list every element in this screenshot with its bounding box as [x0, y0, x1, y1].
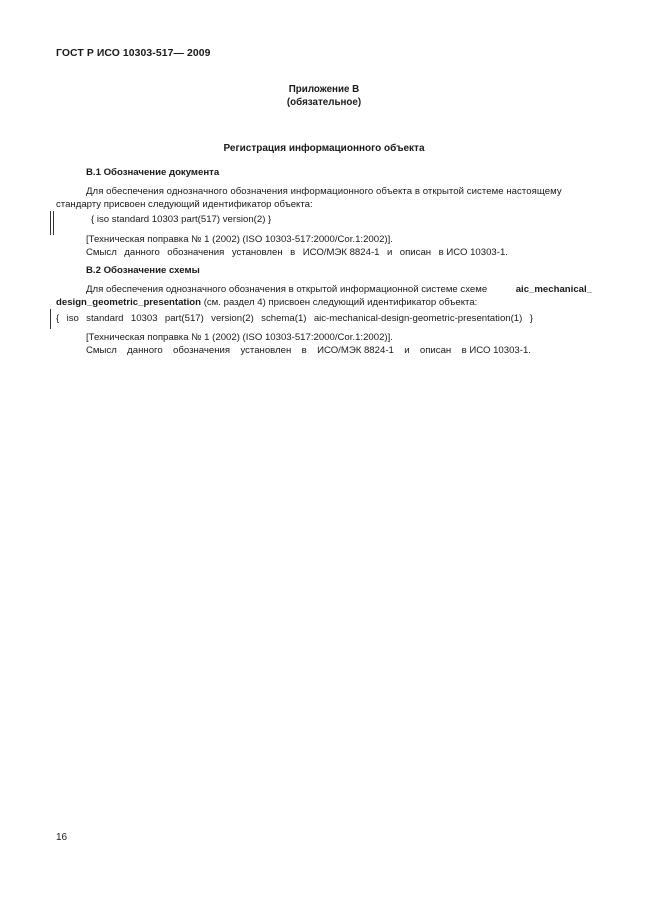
change-bar	[50, 211, 51, 235]
b2-identifier-token: schema(1)	[261, 313, 307, 324]
b2-identifier-token: 10303	[130, 313, 158, 324]
b2-paragraph-line1-text: Для обеспечения однозначного обозначения в открытой информационной системе схеме	[86, 284, 488, 295]
b1-meaning-word: ИСО/МЭК 8824-1	[302, 247, 380, 258]
b1-meaning-word: описан	[399, 247, 432, 258]
b2-meaning-word: обозначения	[173, 345, 231, 356]
b2-identifier-token: aic-mechanical-design-geometric-presentation(1)	[313, 313, 523, 324]
b2-paragraph-line2	[56, 297, 477, 308]
document-header: ГОСТ Р ИСО 10303-517— 2009	[56, 48, 211, 59]
b2-amendment: [Техническая поправка № 1 (2002) (ISO 10303-517:2000/Cor.1:2002)].	[86, 332, 393, 343]
b2-meaning-word: установлен	[240, 345, 292, 356]
b1-paragraph-line1	[86, 186, 592, 197]
b2-paragraph-line1	[86, 284, 592, 295]
b2-schema-name-part1: aic_mechanical_	[515, 284, 592, 295]
b1-meaning-word: в ИСО 10303-1.	[438, 247, 508, 258]
b1-meaning-word: данного	[124, 247, 160, 258]
change-bar	[50, 309, 51, 329]
b1-paragraph-line1-text: Для обеспечения однозначного обозначения информационного объекта в открытой системе настоящему	[86, 186, 562, 197]
b1-heading: В.1 Обозначение документа	[86, 167, 220, 178]
b1-meaning-word: обозначения	[167, 247, 225, 258]
b1-meaning-word: в	[290, 247, 296, 258]
b1-meaning-word: Смысл	[86, 247, 117, 258]
section-title: Регистрация информационного объекта	[223, 143, 425, 154]
b1-amendment: [Техническая поправка № 1 (2002) (ISO 10303-517:2000/Cor.1:2002)].	[86, 234, 393, 245]
b1-meaning-word: установлен	[231, 247, 283, 258]
b2-identifier-token: standard	[86, 313, 124, 324]
b2-schema-name-part2: design_geometric_presentation	[56, 297, 202, 308]
b2-identifier-token: iso	[66, 313, 79, 324]
b2-identifier-token: version(2)	[211, 313, 254, 324]
b1-meaning-word: и	[386, 247, 393, 258]
b2-meaning-word: и	[404, 345, 410, 356]
b2-meaning-word: в ИСО 10303-1.	[461, 345, 531, 356]
change-bar	[53, 211, 54, 235]
b1-paragraph-line2: стандарту присвоен следующий идентификатор объекта:	[56, 199, 313, 210]
b2-meaning-word: описан	[419, 345, 452, 356]
b2-meaning-word: Смысл	[86, 345, 117, 356]
annex-title: Приложение В	[288, 84, 360, 95]
b1-meaning-line	[86, 247, 508, 258]
b2-paragraph-line2-text: (см. раздел 4) присвоен следующий идентификатор объекта:	[203, 297, 478, 308]
b2-identifier-token: part(517)	[164, 313, 204, 324]
b2-meaning-word: данного	[127, 345, 163, 356]
b2-meaning-word: ИСО/МЭК 8824-1	[317, 345, 394, 356]
b2-meaning-word: в	[301, 345, 307, 356]
b2-meaning-line	[86, 345, 531, 356]
b2-identifier-token: }	[529, 313, 533, 324]
b2-heading: В.2 Обозначение схемы	[86, 265, 200, 276]
b2-identifier	[56, 313, 533, 324]
page-number: 16	[56, 832, 68, 843]
b1-identifier: { iso standard 10303 part(517) version(2) }	[91, 214, 272, 225]
annex-subtitle: (обязательное)	[286, 97, 362, 108]
b2-identifier-token: {	[56, 313, 60, 324]
